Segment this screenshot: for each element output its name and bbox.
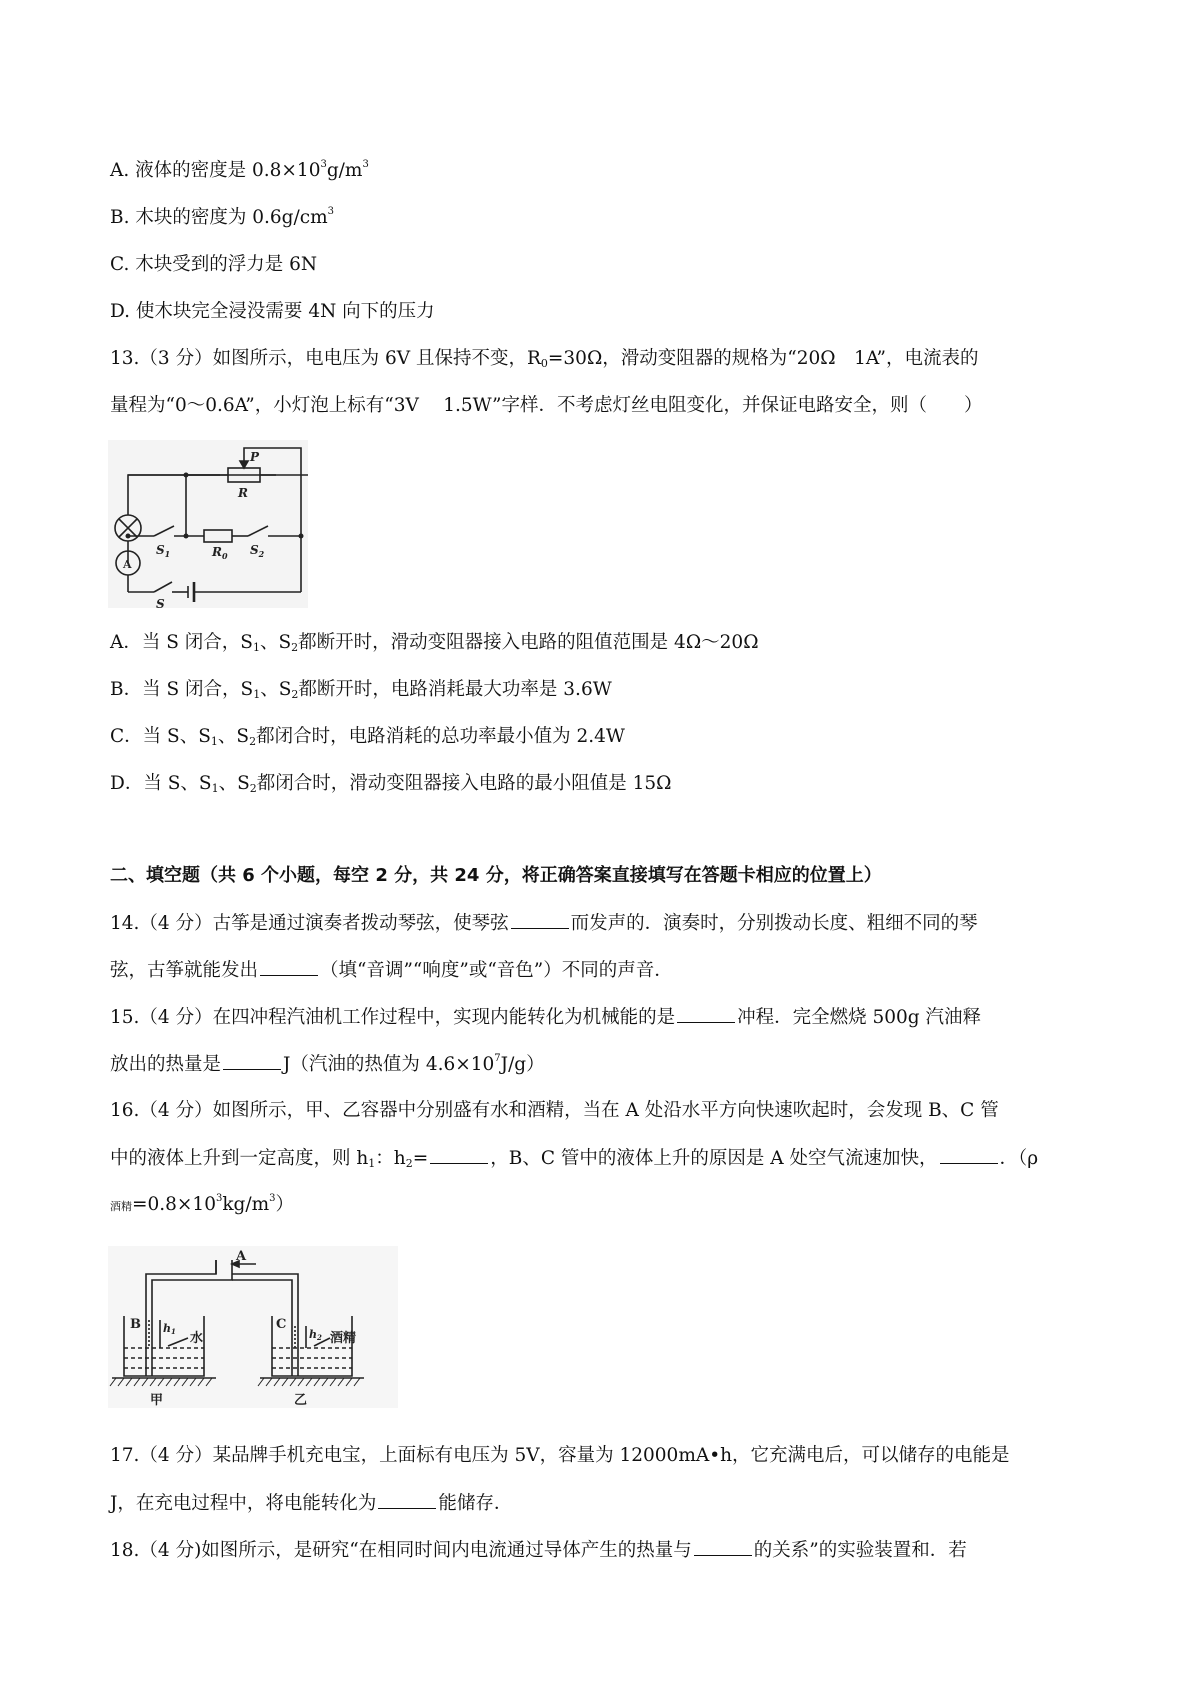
q13-circuit-diagram: [108, 440, 308, 608]
q15-line1: 15.（4 分）在四冲程汽油机工作过程中，实现内能转化为机械能的是 冲程．完全燃烧 500g 汽油释: [110, 1004, 981, 1031]
section-2-title: 二、填空题（共 6 个小题，每空 2 分，共 24 分，将正确答案直接填写在答题卡相应的位置上）: [110, 865, 882, 886]
q15-line2: 放出的热量是 J（汽油的热值为 $4.6\times 10^7J/g$）: [110, 1053, 545, 1075]
q13-fig-label-p: P: [250, 450, 260, 464]
q16-blank-2[interactable]: [940, 1145, 998, 1164]
q13-fig-label-r0: $R_0$: [212, 545, 228, 561]
q16-container-diagram: [108, 1246, 398, 1408]
q13-option-b: B．当 S 闭合，$S_1$、$S_2$都断开时，电路消耗最大功率是 3.6W: [110, 679, 612, 701]
q13-fig-label-s: S: [156, 597, 165, 608]
q16-fig-label-water: 水: [190, 1331, 204, 1346]
q16-fig-label-c: C: [276, 1317, 287, 1332]
q12-option-d: D. 使木块完全浸没需要 4N 向下的压力: [110, 301, 435, 322]
q15-blank-1[interactable]: [677, 1004, 735, 1023]
q17-line1: 17.（4 分）某品牌手机充电宝，上面标有电压为 5V，容量为 12000mA•h，它充满电后，可以储存的电能是: [110, 1445, 1010, 1466]
q16-fig-label-b: B: [130, 1317, 141, 1332]
q16-line2: 中的液体上升到一定高度，则 $h_1$：$h_2=$ ，B、C 管中的液体上升的原因是 A 处空气流速加快， ．（ρ: [110, 1145, 1038, 1172]
q13-stem-line1: 13.（3 分）如图所示，电电压为 6V 且保持不变，$R_0=30\Omega$，滑动变阻器的规格为“20Ω 1A”，电流表的: [110, 348, 979, 370]
q16-fig-label-yi: 乙: [294, 1393, 308, 1408]
q17-line2: J，在充电过程中，将电能转化为 能储存．: [110, 1490, 512, 1517]
q14-line1: 14.（4 分）古筝是通过演奏者拨动琴弦，使琴弦 而发声的．演奏时，分别拨动长度、粗细不同的琴: [110, 910, 978, 937]
q18-blank-1[interactable]: [694, 1537, 752, 1556]
q13-option-a: A．当 S 闭合，$S_1$、$S_2$都断开时，滑动变阻器接入电路的阻值范围是 4Ω～20Ω: [110, 632, 759, 654]
q16-fig-label-jia: 甲: [150, 1393, 164, 1408]
q13-fig-label-s2: $S_2$: [250, 543, 265, 559]
q16-line3: 酒精$=0.8\times 10^3kg/m^3$）: [110, 1193, 295, 1215]
q14-blank-2[interactable]: [260, 957, 318, 976]
q16-fig-label-alcohol: 酒精: [330, 1331, 357, 1346]
q12-option-c: C. 木块受到的浮力是 6N: [110, 254, 318, 275]
q13-option-d: D．当 S、$S_1$、$S_2$都闭合时，滑动变阻器接入电路的最小阻值是 15Ω: [110, 773, 672, 795]
q16-line1: 16.（4 分）如图所示，甲、乙容器中分别盛有水和酒精，当在 A 处沿水平方向快速吹起时，会发现 B、C 管: [110, 1100, 999, 1121]
q13-stem-line2: 量程为“0～0.6A”，小灯泡上标有“3V 1.5W”字样．不考虑灯丝电阻变化，并保证电路安全，则（ ）: [110, 395, 983, 416]
q16-fig-label-h1: h1: [163, 1322, 176, 1336]
q14-line2: 弦，古筝就能发出 （填“音调”“响度”或“音色”）不同的声音．: [110, 957, 673, 984]
q12-option-b: B. 木块的密度为 $0.6g/cm^3$: [110, 206, 335, 228]
q15-blank-2[interactable]: [223, 1051, 281, 1070]
q17-blank-1[interactable]: [378, 1490, 436, 1509]
q18-line1: 18.（4 分)如图所示，是研究“在相同时间内电流通过导体产生的热量与 的关系”的实验装置和．若: [110, 1537, 967, 1564]
q16-blank-1[interactable]: [430, 1145, 488, 1164]
q16-fig-label-a: A: [236, 1249, 247, 1264]
q12-option-a: A. 液体的密度是 $0.8\times 10^3g/m^3$: [110, 159, 369, 181]
q13-option-c: C．当 S、$S_1$、$S_2$都闭合时，电路消耗的总功率最小值为 2.4W: [110, 726, 625, 748]
q16-fig-label-h2: h2: [309, 1328, 322, 1342]
q13-fig-label-ammeter: A: [123, 558, 132, 571]
q14-blank-1[interactable]: [511, 910, 569, 929]
q13-fig-label-r: R: [238, 486, 248, 500]
q13-fig-label-s1: $S_1$: [156, 543, 171, 559]
